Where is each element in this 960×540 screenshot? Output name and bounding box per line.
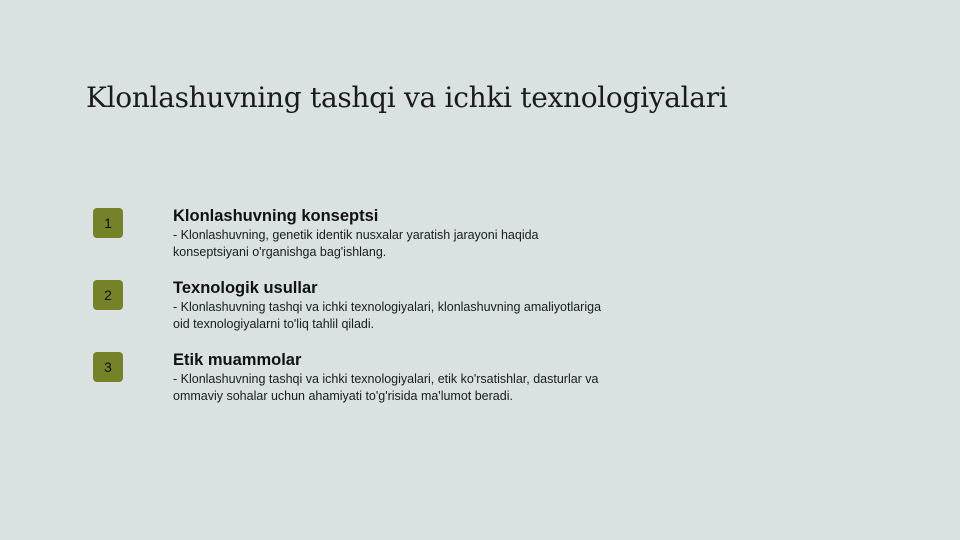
- item-body: [173, 349, 673, 405]
- item-heading: Etik muammolar: [173, 351, 302, 369]
- slide-title: Klonlashuvning tashqi va ichki texnologiyalari: [86, 81, 728, 114]
- item-description: - Klonlashuvning tashqi va ichki texnologiyalari, klonlashuvning amaliyotlariga oid texnologiyalarni to'liq tahlil qiladi.: [173, 300, 602, 331]
- list-item: [0, 208, 960, 274]
- number-badge: 2: [93, 280, 123, 310]
- item-description: - Klonlashuvning tashqi va ichki texnologiyalari, etik ko'rsatishlar, dasturlar va ommaviy sohalar uchun ahamiyati to'g'risida ma'lumot beradi.: [173, 372, 599, 403]
- number-badge: 1: [93, 208, 123, 238]
- number-badge: 3: [93, 352, 123, 382]
- item-heading: Klonlashuvning konseptsi: [173, 207, 379, 225]
- item-description: - Klonlashuvning, genetik identik nusxalar yaratish jarayoni haqida konseptsiyani o'rganishga bag'ishlang.: [173, 228, 539, 259]
- list-item: [0, 352, 960, 418]
- item-body: [173, 277, 673, 333]
- item-body: [173, 205, 673, 261]
- item-heading: Texnologik usullar: [173, 279, 318, 297]
- list-item: [0, 280, 960, 346]
